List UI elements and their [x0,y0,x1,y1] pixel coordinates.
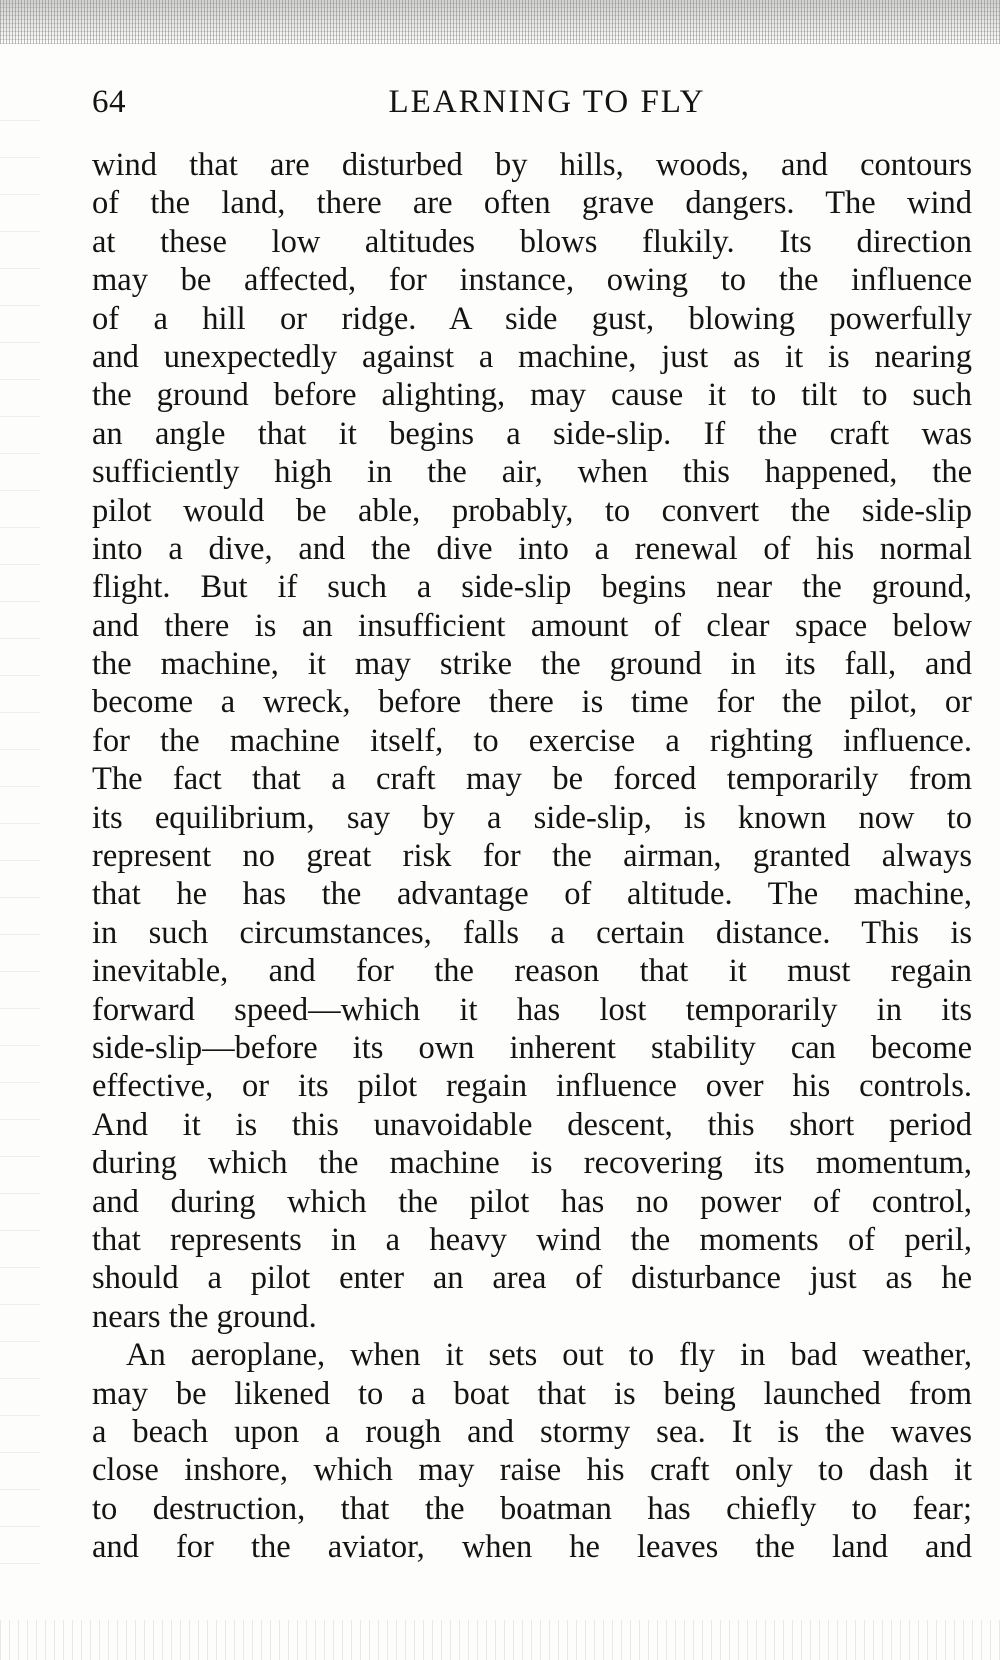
text-line: an angle that it begins a side-slip. If the craft was [92,415,972,452]
text-line: to destruction, that the boatman has chiefly to fear; [92,1490,972,1527]
text-line: nears the ground. [92,1298,317,1335]
text-line: close inshore, which may raise his craft only to dash it [92,1452,972,1489]
text-line: and unexpectedly against a machine, just as it is nearing [92,338,972,375]
text-line: the machine, it may strike the ground in its fall, and [92,646,972,683]
text-line: And it is this unavoidable descent, this short period [92,1106,972,1143]
text-line: in such circumstances, falls a certain distance. This is [92,914,972,951]
text-line: should a pilot enter an area of disturbance just as he [92,1260,972,1297]
text-line: its equilibrium, say by a side-slip, is known now to [92,799,972,836]
text-line: for the machine itself, to exercise a righting influence. [92,722,972,759]
text-line: The fact that a craft may be forced temporarily from [92,761,972,798]
text-line: inevitable, and for the reason that it must regain [92,953,972,990]
text-line: at these low altitudes blows flukily. Its direction [92,223,972,260]
text-line: wind that are disturbed by hills, woods, and contours [92,147,972,183]
scan-edge-bottom [0,1620,1000,1660]
scan-specks-left [0,120,40,1600]
text-line: forward speed—which it has lost temporarily in its [92,991,972,1028]
scan-edge-top [0,0,1000,44]
text-line: may be likened to a boat that is being launched from [92,1375,972,1412]
text-line: effective, or its pilot regain influence over his controls. [92,1068,972,1105]
text-line: the ground before alighting, may cause it to tilt to such [92,377,972,414]
text-line: and there is an insufficient amount of clear space below [92,607,972,644]
text-line: represent no great risk for the airman, granted always [92,838,972,875]
text-line: and during which the pilot has no power of control, [92,1183,972,1220]
text-line: flight. But if such a side-slip begins near the ground, [92,569,972,606]
text-line: of the land, there are often grave dangers. The wind [92,185,972,222]
text-line: that he has the advantage of altitude. The machine, [92,876,972,913]
text-line: pilot would be able, probably, to convert the side-slip [92,492,972,529]
text-line: and for the aviator, when he leaves the land and [92,1529,972,1566]
paragraph [92,146,972,1336]
text-line: may be affected, for instance, owing to the influence [92,262,972,299]
page-number: 64 [92,84,126,120]
text-line: of a hill or ridge. A side gust, blowing powerfully [92,300,972,337]
page-header [92,78,972,126]
text-line: An aeroplane, when it sets out to fly in bad weather, [126,1337,972,1374]
body-text [92,146,972,1566]
text-line: that represents in a heavy wind the moments of peril, [92,1221,972,1258]
text-line: during which the machine is recovering its momentum, [92,1145,972,1182]
text-line: a beach upon a rough and stormy sea. It is the waves [92,1413,972,1450]
text-line: sufficiently high in the air, when this happened, the [92,454,972,491]
text-line: into a dive, and the dive into a renewal of his normal [92,530,972,567]
text-line: become a wreck, before there is time for the pilot, or [92,684,972,721]
running-head: LEARNING TO FLY [388,84,706,120]
paragraph [92,1336,972,1566]
text-line: side-slip—before its own inherent stability can become [92,1029,972,1066]
